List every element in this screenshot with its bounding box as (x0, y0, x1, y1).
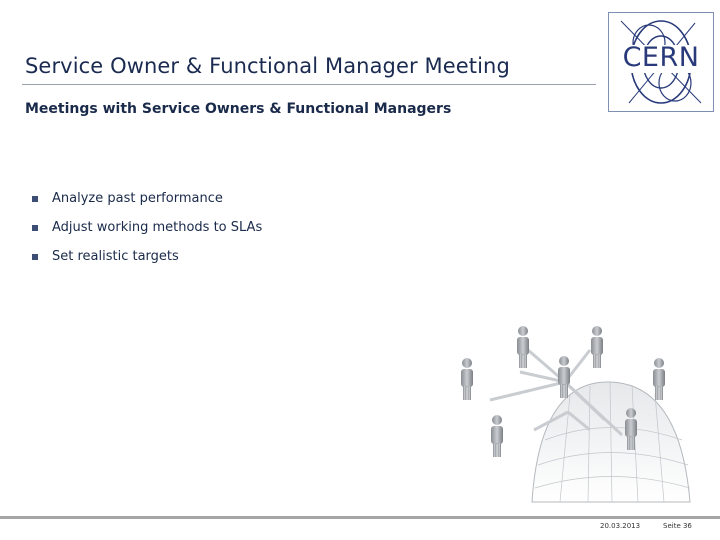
bullet-item (32, 184, 262, 213)
footer-divider (0, 516, 720, 519)
bullet-square-icon (32, 225, 38, 231)
title-divider (22, 84, 596, 85)
bullet-text: Set realistic targets (52, 249, 179, 264)
bullet-list (32, 184, 262, 271)
footer-page-number: Seite 36 (663, 522, 692, 530)
slide-title: Service Owner & Functional Manager Meeting (25, 54, 510, 78)
bullet-text: Adjust working methods to SLAs (52, 220, 263, 235)
bullet-text: Analyze past performance (52, 191, 223, 206)
bullet-item (32, 213, 262, 242)
people-network-illustration (450, 320, 720, 510)
bullet-square-icon (32, 254, 38, 260)
slide-subtitle: Meetings with Service Owners & Functional Managers (25, 101, 452, 117)
logo-wordmark: CERN (622, 42, 700, 73)
footer-date: 20.03.2013 (600, 522, 641, 530)
cern-logo (608, 12, 714, 112)
bullet-item (32, 242, 262, 271)
bullet-square-icon (32, 196, 38, 202)
